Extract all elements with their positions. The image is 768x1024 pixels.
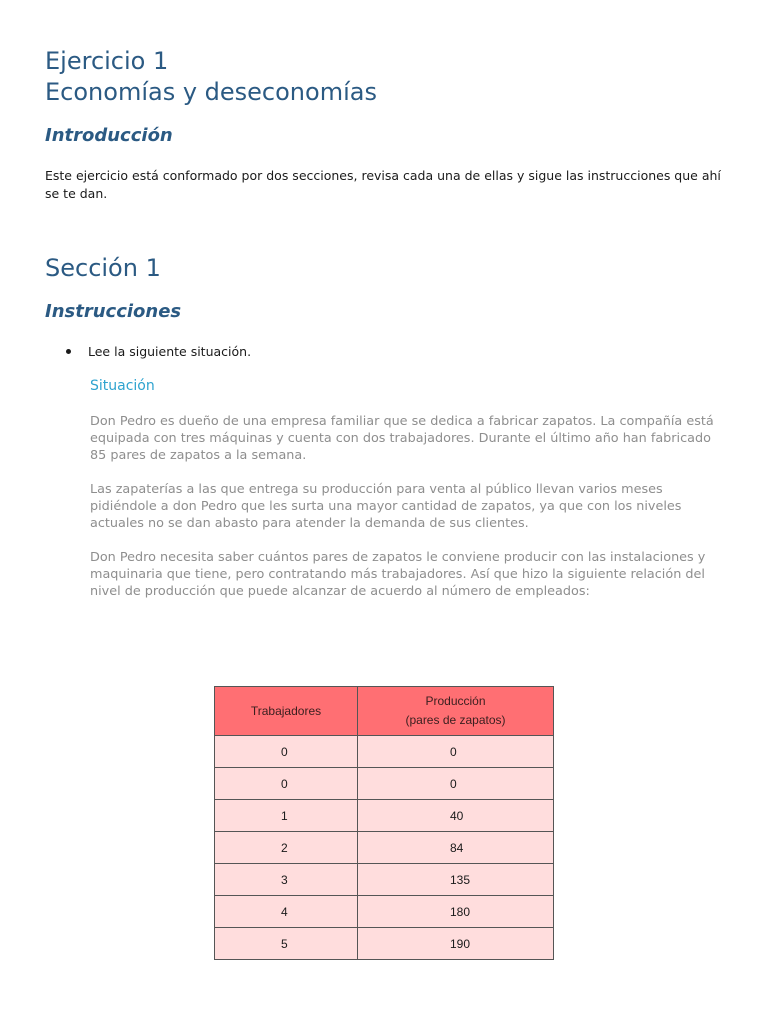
cell-workers: 4 — [215, 896, 358, 928]
cell-production: 135 — [358, 864, 554, 896]
header-production-unit: (pares de zapatos) — [405, 713, 506, 727]
cell-production: 190 — [358, 928, 554, 960]
cell-production: 0 — [358, 736, 554, 768]
cell-production: 84 — [358, 832, 554, 864]
table-header-row — [215, 687, 554, 736]
situation-paragraph: Don Pedro necesita saber cuántos pares de zapatos le conviene producir con las instalaciones y maquinaria que tiene, pero contratando más trabajadores. Así que hizo la siguiente relación del nivel de producción que puede alcanzar de acuerdo al número de empleados: — [90, 550, 706, 599]
intro-heading: Introducción — [45, 125, 173, 146]
situation-paragraph: Don Pedro es dueño de una empresa familiar que se dedica a fabricar zapatos. La compañía está equipada con tres máquinas y cuenta con dos trabajadores. Durante el último año han fabricado 85 pares de zapatos a la semana. — [90, 414, 714, 463]
page-title-line1: Ejercicio 1 — [45, 47, 169, 75]
situacion-label: Situación — [90, 378, 155, 394]
cell-workers: 0 — [215, 736, 358, 768]
header-workers-label: Trabajadores — [250, 703, 322, 718]
cell-workers: 0 — [215, 768, 358, 800]
cell-production: 40 — [358, 800, 554, 832]
table-row — [215, 832, 554, 864]
cell-production: 180 — [358, 896, 554, 928]
cell-workers: 1 — [215, 800, 358, 832]
table-row — [215, 864, 554, 896]
intro-text: Este ejercicio está conformado por dos secciones, revisa cada una de ellas y sigue las instrucciones que ahí se te dan. — [45, 168, 721, 201]
table-row — [215, 896, 554, 928]
situation-paragraph: Las zapaterías a las que entrega su producción para venta al público llevan varios meses pidiéndole a don Pedro que les surta una mayor cantidad de zapatos, ya que con los niveles actuales no se dan abasto para atender la demanda de sus clientes. — [90, 482, 682, 531]
table-row — [215, 800, 554, 832]
cell-workers: 2 — [215, 832, 358, 864]
instructions-heading: Instrucciones — [45, 301, 182, 322]
production-table — [214, 686, 554, 960]
cell-production: 0 — [358, 768, 554, 800]
bullet-item — [66, 343, 251, 361]
header-production-label: Producción — [425, 694, 486, 708]
bullet-text: Lee la siguiente situación. — [88, 344, 252, 359]
header-production — [358, 687, 554, 736]
page-title-line2: Economías y deseconomías — [45, 78, 377, 106]
cell-workers: 3 — [215, 864, 358, 896]
table-row — [215, 768, 554, 800]
table-row — [215, 928, 554, 960]
header-workers — [215, 687, 358, 736]
section1-title: Sección 1 — [45, 254, 161, 282]
cell-workers: 5 — [215, 928, 358, 960]
bullet-icon — [66, 349, 71, 354]
table-row — [215, 736, 554, 768]
